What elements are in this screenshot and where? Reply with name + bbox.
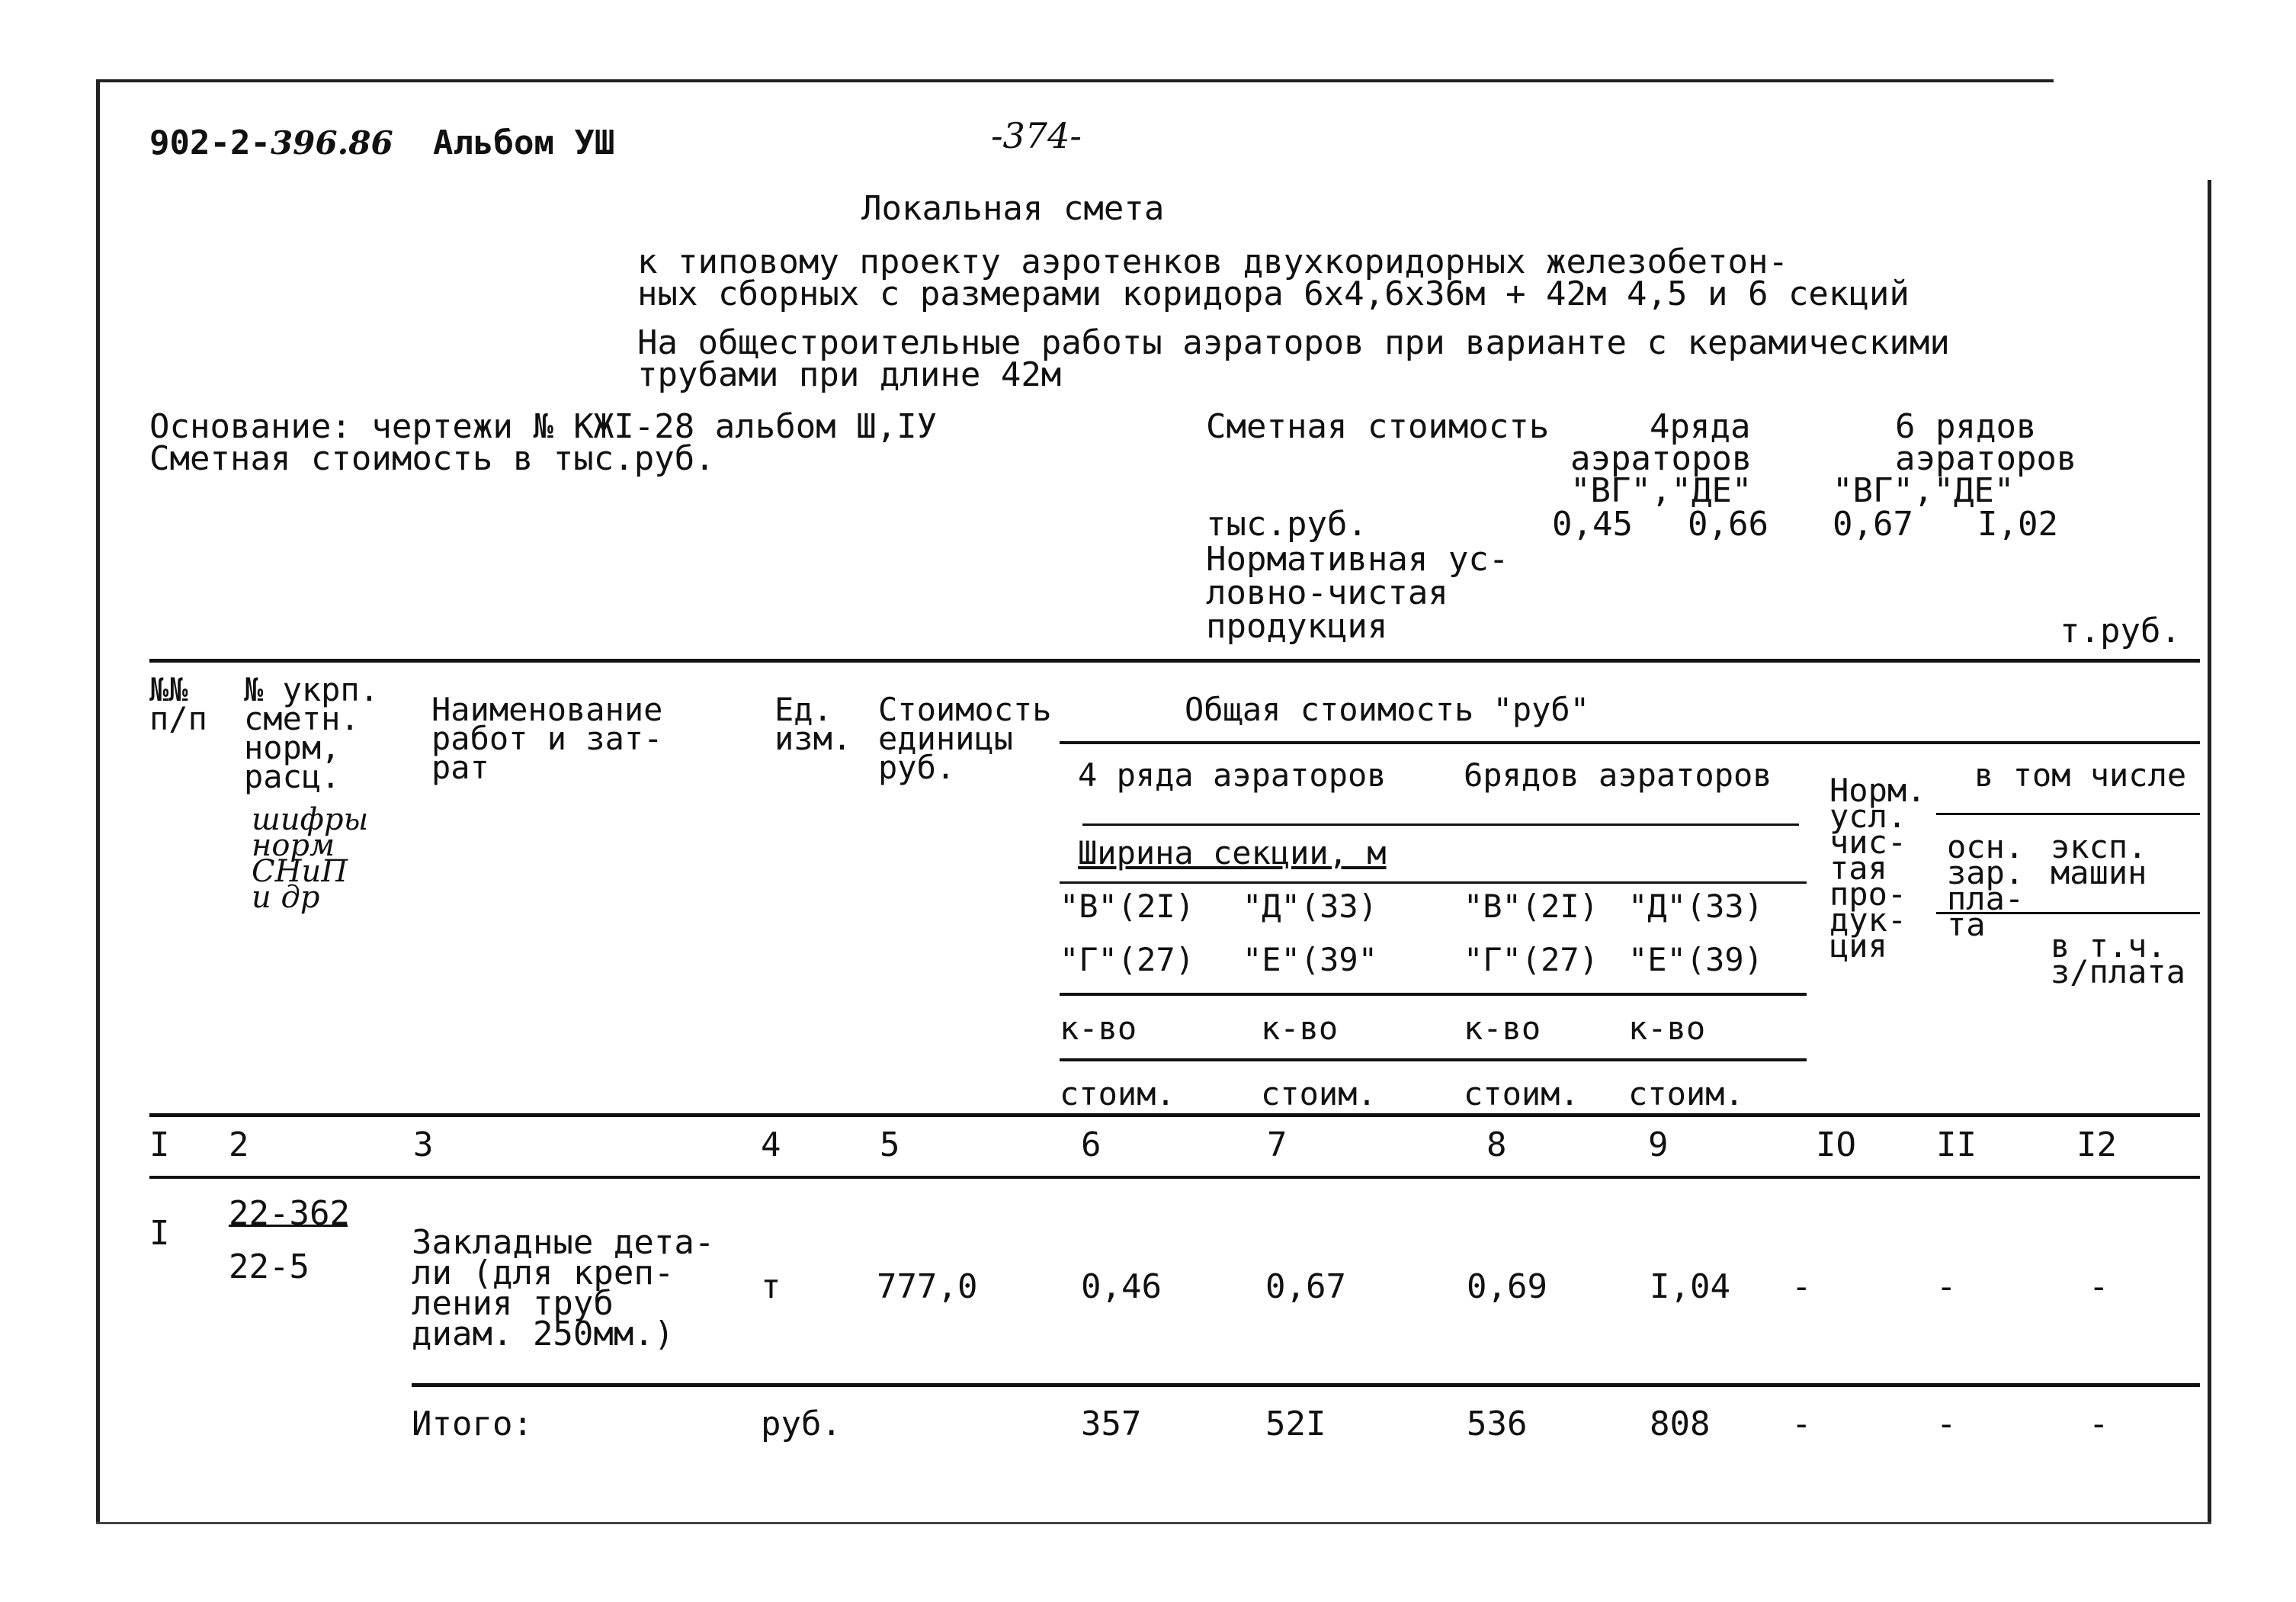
hdr-work-name: Наименование работ и зат- рат — [431, 691, 663, 786]
summary-group6-l2: аэраторов — [1895, 439, 2077, 478]
hdr-qty-7: к-во — [1261, 1010, 1339, 1047]
summary-value-2: 0,66 — [1688, 505, 1768, 544]
summary-normative-l2: ловно-чистая — [1206, 573, 1448, 612]
frame-top-line — [96, 79, 2054, 82]
colnum-9: 9 — [1648, 1125, 1669, 1164]
row-qty-8: 0,69 — [1467, 1267, 1547, 1306]
total-col-10: - — [1791, 1405, 1812, 1443]
title-line-3: ных сборных с размерами коридора 6х4,6х36м + 42м 4,5 и 6 секций — [637, 274, 1910, 313]
colnum-3: 3 — [413, 1125, 434, 1164]
hdr-cost-6: стоим. — [1060, 1075, 1175, 1112]
title-line-4: На общестроительные работы аэраторов при варианте с керамическими — [637, 323, 1950, 362]
title-line-2: к типовому проекту аэротенков двухкоридорных железобетон- — [637, 242, 1788, 281]
hdr-machines: эксп. машин — [2051, 828, 2147, 891]
frame-right-line — [2208, 180, 2211, 1522]
total-col-6: 357 — [1081, 1405, 1142, 1443]
colnum-2: 2 — [229, 1125, 249, 1164]
hdr-machines-salary: в т.ч. з/плата — [2051, 927, 2186, 990]
rule-colnums-bottom — [149, 1176, 2200, 1179]
colnum-8: 8 — [1486, 1125, 1507, 1164]
total-col-11: - — [1936, 1405, 1957, 1443]
row-qty-9: I,04 — [1650, 1267, 1730, 1306]
row-code-2: 22-5 — [229, 1247, 309, 1286]
summary-group4-l2: аэраторов — [1570, 439, 1752, 478]
frame-bottom-line — [96, 1522, 2211, 1524]
rule-total-cost — [1060, 741, 2200, 744]
project-code — [149, 124, 393, 162]
hdr-cost-9: стоим. — [1628, 1075, 1744, 1112]
row-col-11: - — [1936, 1267, 1957, 1306]
colnum-11: II — [1936, 1125, 1977, 1164]
hdr-qty-8: к-во — [1464, 1010, 1541, 1047]
row-code-1: 22-362 — [229, 1194, 350, 1233]
summary-value-3: 0,67 — [1833, 505, 1913, 544]
hdr-unit-cost: Стоимость единицы руб. — [878, 691, 1052, 786]
summary-group4-l3: "ВГ","ДЕ" — [1570, 471, 1752, 510]
colnum-12: I2 — [2076, 1125, 2117, 1164]
hdr-norm-code-handwritten: шифры норм СНиП и др — [252, 802, 369, 915]
summary-group4-l1: 4ряда — [1650, 407, 1751, 446]
hdr-base-salary: осн. зар. пла- та — [1947, 828, 2025, 943]
rule-qty — [1060, 1058, 1807, 1061]
row-unit-price: 777,0 — [877, 1267, 978, 1306]
row-col-12: - — [2089, 1267, 2109, 1306]
hdr-including: в том числе — [1974, 756, 2187, 794]
colnum-5: 5 — [880, 1125, 900, 1164]
total-unit: руб. — [761, 1405, 842, 1443]
hdr-total-cost: Общая стоимость "руб" — [1185, 691, 1590, 728]
hdr-qty-6: к-во — [1060, 1010, 1137, 1047]
colnum-4: 4 — [761, 1125, 781, 1164]
row-unit: т — [761, 1267, 781, 1306]
hdr-col-e39-6: "Е"(39) — [1628, 941, 1764, 978]
total-col-9: 808 — [1650, 1405, 1711, 1443]
colnum-7: 7 — [1267, 1125, 1287, 1164]
hdr-col-g27-6: "Г"(27) — [1464, 941, 1599, 978]
row-work-name: Закладные дета- ли (для креп- ления труб диам. 250мм.) — [412, 1223, 715, 1353]
summary-group6-l3: "ВГ","ДЕ" — [1833, 471, 2015, 510]
summary-normative-l1: Нормативная ус- — [1206, 540, 1509, 579]
hdr-rows-4: 4 ряда аэраторов — [1078, 756, 1387, 794]
summary-group6-l1: 6 рядов — [1895, 407, 2037, 446]
rule-rows — [1082, 823, 1799, 826]
row-qty-7: 0,67 — [1265, 1267, 1346, 1306]
summary-value-1: 0,45 — [1552, 505, 1633, 544]
hdr-col-b21: "В"(2I) — [1060, 888, 1195, 925]
total-label: Итого: — [412, 1405, 533, 1443]
doc-title: Локальная смета — [861, 189, 1165, 228]
project-code-handwritten: 396.86 — [270, 124, 393, 162]
hdr-col-g27: "Г"(27) — [1060, 941, 1195, 978]
hdr-cost-8: стоим. — [1464, 1075, 1579, 1112]
project-code-printed: 902-2- — [149, 124, 271, 162]
total-col-12: - — [2089, 1405, 2109, 1443]
hdr-col-d33-6: "Д"(33) — [1628, 888, 1764, 925]
hdr-num: №№ п/п — [149, 671, 207, 737]
rule-width — [1060, 881, 1807, 884]
hdr-unit: Ед. изм. — [774, 691, 852, 757]
hdr-cost-7: стоим. — [1261, 1075, 1377, 1112]
hdr-normative-product: Норм. усл. чис- тая про- дук- ция — [1829, 772, 1926, 965]
title-line-5: трубами при длине 42м — [637, 355, 1062, 394]
rule-cols — [1060, 993, 1807, 996]
hdr-col-d33: "Д"(33) — [1243, 888, 1378, 925]
total-col-7: 52I — [1265, 1405, 1326, 1443]
hdr-rows-6: 6рядов аэраторов — [1464, 756, 1772, 794]
rule-row-bottom — [412, 1383, 2200, 1387]
frame-left-line — [96, 79, 100, 1524]
hdr-section-width: Ширина секции, м — [1078, 834, 1387, 872]
summary-normative-l3: продукция — [1206, 607, 1388, 646]
row-num: I — [149, 1214, 170, 1253]
hdr-qty-9: к-во — [1628, 1010, 1706, 1047]
rule-incl — [1936, 813, 2200, 815]
table-top-rule — [149, 659, 2200, 663]
page-number: -374- — [991, 115, 1082, 156]
hdr-col-b21-6: "В"(2I) — [1464, 888, 1599, 925]
row-qty-6: 0,46 — [1081, 1267, 1162, 1306]
basis-line-2: Сметная стоимость в тыс.руб. — [149, 439, 715, 478]
album-label: Альбом УШ — [433, 124, 615, 162]
hdr-norm-code: № укрп. сметн. норм, расц. — [244, 671, 380, 795]
rule-header-bottom — [149, 1113, 2200, 1117]
summary-value-4: I,02 — [1977, 505, 2058, 544]
colnum-6: 6 — [1081, 1125, 1102, 1164]
colnum-1: I — [149, 1125, 170, 1164]
row-col-10: - — [1791, 1267, 1812, 1306]
summary-cost-unit: тыс.руб. — [1206, 505, 1368, 544]
colnum-10: IO — [1816, 1125, 1856, 1164]
summary-normative-unit: т.руб. — [2060, 612, 2181, 650]
total-col-8: 536 — [1467, 1405, 1528, 1443]
summary-cost-label: Сметная стоимость — [1206, 407, 1550, 446]
hdr-col-e39: "Е"(39" — [1243, 941, 1378, 978]
basis-line-1: Основание: чертежи № КЖI-28 альбом Ш,IУ — [149, 407, 938, 446]
